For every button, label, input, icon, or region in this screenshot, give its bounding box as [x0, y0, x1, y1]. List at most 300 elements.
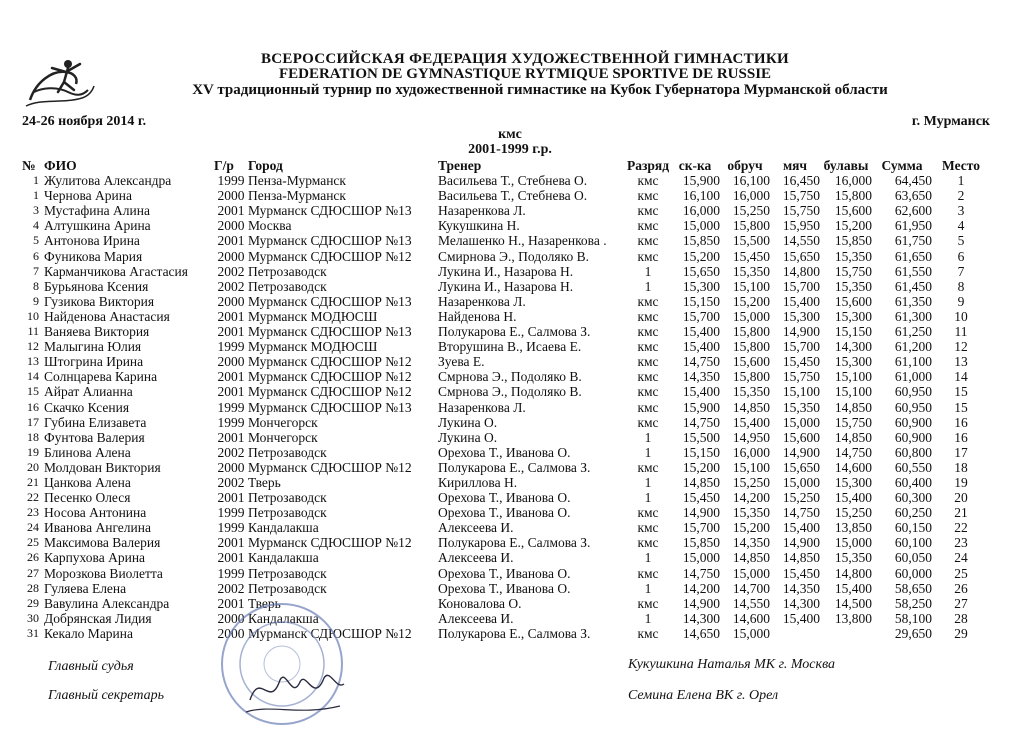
- tournament-title: XV традиционный турнир по художественной гимнастике на Кубок Губернатора Мурманской области: [192, 82, 888, 98]
- rank: кмс: [637, 369, 659, 385]
- table-row: [22, 173, 990, 188]
- rank: кмс: [637, 505, 659, 521]
- athlete-name: Блинова Алена: [44, 444, 131, 460]
- score-hoop: 15,600: [732, 354, 770, 370]
- rank: кмс: [637, 565, 659, 581]
- birth-years-label: 2001-1999 г.р.: [468, 142, 552, 157]
- event-city: г. Мурманск: [911, 114, 990, 129]
- results-table: [22, 158, 990, 641]
- table-row: [22, 369, 990, 384]
- athlete-name: Гузикова Виктория: [44, 293, 155, 309]
- score-clubs: 15,150: [834, 324, 872, 340]
- athlete-name: Чернова Арина: [44, 188, 132, 204]
- total-score: 60,100: [894, 535, 932, 551]
- athlete-city: Мурманск СДЮСШОР №13: [248, 293, 412, 309]
- birth-year: 2000: [217, 293, 245, 309]
- athlete-city: Кандалакша: [248, 550, 319, 566]
- rank: кмс: [637, 535, 659, 551]
- signature-icon: [240, 660, 350, 720]
- birth-year: 1999: [217, 505, 245, 521]
- col-name: ФИО: [44, 158, 77, 173]
- coach-name: Зуева Е.: [438, 354, 485, 370]
- total-score: 60,300: [894, 490, 932, 506]
- score-clubs: 14,850: [834, 399, 872, 415]
- table-row: [22, 309, 990, 324]
- athlete-name: Песенко Олеся: [44, 490, 131, 506]
- birth-year: 2000: [217, 248, 245, 264]
- col-ball: мяч: [782, 158, 808, 173]
- coach-name: Лукина О.: [438, 429, 498, 445]
- table-row: [22, 475, 990, 490]
- score-rope: 15,500: [682, 429, 720, 445]
- coach-name: Полукарова Е., Салмова З.: [438, 535, 591, 551]
- birth-year: 2001: [217, 369, 245, 385]
- place: 20: [954, 490, 968, 506]
- score-clubs: 15,350: [834, 550, 872, 566]
- score-rope: 14,650: [682, 625, 720, 641]
- birth-year: 2001: [217, 308, 245, 324]
- rank: кмс: [637, 339, 659, 355]
- score-rope: 15,650: [682, 263, 720, 279]
- score-ball: 16,450: [782, 173, 820, 189]
- score-ball: 15,250: [782, 490, 820, 506]
- coach-name: Назаренкова Л.: [438, 203, 526, 219]
- score-ball: 15,750: [782, 369, 820, 385]
- total-score: 61,200: [894, 339, 932, 355]
- coach-name: Полукарова Е., Салмова З.: [438, 459, 591, 475]
- rank: кмс: [637, 414, 659, 430]
- coach-name: Найденова Н.: [438, 308, 517, 324]
- score-hoop: 15,450: [732, 248, 770, 264]
- row-number: 1: [33, 188, 39, 203]
- score-ball: 15,450: [782, 565, 820, 581]
- col-coach: Тренер: [438, 158, 482, 173]
- rank: 1: [644, 263, 652, 279]
- score-ball: 15,400: [782, 520, 820, 536]
- score-rope: 15,150: [682, 444, 720, 460]
- score-clubs: 15,600: [834, 203, 872, 219]
- score-hoop: 15,000: [732, 565, 770, 581]
- col-year: Г/р: [214, 158, 234, 173]
- row-number: 6: [33, 248, 39, 263]
- score-ball: 15,300: [782, 308, 820, 324]
- col-city: Город: [248, 158, 283, 173]
- rank: кмс: [637, 384, 659, 400]
- score-clubs: 15,600: [834, 293, 872, 309]
- place: 26: [954, 580, 968, 596]
- athlete-city: Мурманск МОДЮСШ: [248, 308, 378, 324]
- birth-year: 2001: [217, 550, 245, 566]
- score-clubs: [820, 626, 872, 641]
- total-score: 60,400: [894, 474, 932, 490]
- athlete-name: Цанкова Алена: [44, 474, 131, 490]
- total-score: 58,100: [894, 610, 932, 626]
- athlete-name: Антонова Ирина: [44, 233, 140, 249]
- score-rope: 15,850: [682, 535, 720, 551]
- total-score: 58,650: [894, 580, 932, 596]
- athlete-city: Петрозаводск: [248, 263, 327, 279]
- coach-name: Орехова Т., Иванова О.: [438, 444, 571, 460]
- rank: кмс: [637, 173, 659, 189]
- row-number: 9: [33, 293, 39, 308]
- score-hoop: 15,100: [732, 459, 770, 475]
- total-score: 61,450: [894, 278, 932, 294]
- score-hoop: 14,850: [732, 550, 770, 566]
- place: 3: [957, 203, 965, 219]
- score-clubs: 15,100: [834, 369, 872, 385]
- score-hoop: 15,350: [732, 384, 770, 400]
- row-number: 25: [27, 535, 39, 550]
- coach-name: Орехова Т., Иванова О.: [438, 505, 571, 521]
- score-rope: 15,150: [682, 293, 720, 309]
- total-score: 60,950: [894, 399, 932, 415]
- score-ball: 15,650: [782, 248, 820, 264]
- score-ball: 15,000: [782, 474, 820, 490]
- athlete-name: Губина Елизавета: [44, 414, 147, 430]
- place: 21: [954, 505, 968, 521]
- table-row: [22, 384, 990, 399]
- row-number: 1: [33, 173, 39, 188]
- total-score: 60,550: [894, 459, 932, 475]
- score-clubs: 15,350: [834, 248, 872, 264]
- score-clubs: 15,800: [834, 188, 872, 204]
- athlete-city: Мончегорск: [248, 429, 318, 445]
- athlete-city: Мурманск СДЮСШОР №12: [248, 535, 412, 551]
- score-clubs: 15,750: [834, 263, 872, 279]
- rank: 1: [644, 429, 652, 445]
- place: 8: [957, 278, 965, 294]
- athlete-city: Петрозаводск: [248, 505, 327, 521]
- score-hoop: 15,800: [732, 218, 770, 234]
- athlete-city: Петрозаводск: [248, 490, 327, 506]
- total-score: 60,250: [894, 505, 932, 521]
- athlete-city: Петрозаводск: [248, 565, 327, 581]
- score-clubs: 15,250: [834, 505, 872, 521]
- score-clubs: 14,600: [834, 459, 872, 475]
- rank: кмс: [637, 520, 659, 536]
- total-score: 60,900: [894, 414, 932, 430]
- score-clubs: 13,850: [834, 520, 872, 536]
- coach-name: Орехова Т., Иванова О.: [438, 490, 571, 506]
- athlete-city: Петрозаводск: [248, 444, 327, 460]
- row-number: 31: [27, 625, 39, 640]
- row-number: 10: [27, 308, 39, 323]
- place: 4: [957, 218, 965, 234]
- athlete-name: Мустафина Алина: [44, 203, 150, 219]
- score-clubs: 14,800: [834, 565, 872, 581]
- athlete-city: Мурманск СДЮСШОР №13: [248, 399, 412, 415]
- col-place: Место: [942, 158, 980, 173]
- row-number: 26: [27, 550, 39, 565]
- score-clubs: 15,300: [834, 354, 872, 370]
- score-hoop: 15,250: [732, 474, 770, 490]
- athlete-name: Айрат Алианна: [44, 384, 133, 400]
- row-number: 16: [27, 399, 39, 414]
- score-ball: 14,900: [782, 324, 820, 340]
- total-score: 62,600: [894, 203, 932, 219]
- table-row: [22, 249, 990, 264]
- row-number: 19: [27, 444, 39, 459]
- athlete-name: Вавулина Александра: [44, 595, 170, 611]
- place: 12: [954, 339, 968, 355]
- birth-year: 2001: [217, 490, 245, 506]
- birth-year: 1999: [217, 520, 245, 536]
- athlete-city: Мурманск СДЮСШОР №12: [248, 459, 412, 475]
- rank: кмс: [637, 354, 659, 370]
- score-hoop: 16,100: [732, 173, 770, 189]
- rank: 1: [644, 490, 652, 506]
- col-hoop: обруч: [727, 158, 763, 173]
- score-rope: 15,300: [682, 278, 720, 294]
- birth-year: 2000: [217, 610, 245, 626]
- rank: 1: [644, 580, 652, 596]
- coach-name: Смрнова Э., Подоляко В.: [438, 384, 582, 400]
- total-score: 61,350: [894, 293, 932, 309]
- place: 14: [954, 369, 968, 385]
- score-rope: 14,850: [682, 474, 720, 490]
- score-rope: 15,400: [682, 324, 720, 340]
- coach-name: Полукарова Е., Салмова З.: [438, 625, 591, 641]
- athlete-name: Жулитова Александра: [44, 173, 172, 189]
- place: 6: [957, 248, 965, 264]
- place: 7: [957, 263, 965, 279]
- coach-name: Лукина И., Назарова Н.: [438, 263, 574, 279]
- birth-year: 2002: [217, 278, 245, 294]
- athlete-city: Мурманск СДЮСШОР №13: [248, 233, 412, 249]
- place: 11: [954, 324, 968, 340]
- birth-year: 2000: [217, 625, 245, 641]
- athlete-name: Морозкова Виолетта: [44, 565, 163, 581]
- score-ball: 14,350: [782, 580, 820, 596]
- table-row: [22, 611, 990, 626]
- place: 17: [954, 444, 968, 460]
- score-rope: 15,700: [682, 520, 720, 536]
- place: 13: [954, 354, 968, 370]
- table-row: [22, 445, 990, 460]
- coach-name: Лукина О.: [438, 414, 498, 430]
- score-clubs: 15,750: [834, 414, 872, 430]
- athlete-city: Мурманск МОДЮСШ: [248, 339, 378, 355]
- total-score: 61,000: [894, 369, 932, 385]
- score-rope: 15,400: [682, 339, 720, 355]
- score-ball: 15,100: [782, 384, 820, 400]
- coach-name: Полукарова Е., Салмова З.: [438, 324, 591, 340]
- coach-name: Мелашенко Н., Назаренкова .: [438, 233, 607, 249]
- birth-year: 2002: [217, 444, 245, 460]
- birth-year: 2000: [217, 459, 245, 475]
- score-ball: 15,600: [782, 429, 820, 445]
- birth-year: 2000: [217, 188, 245, 204]
- coach-name: Алексеева И.: [438, 520, 514, 536]
- athlete-city: Мурманск СДЮСШОР №12: [248, 248, 412, 264]
- score-ball: 15,400: [782, 293, 820, 309]
- score-hoop: 15,800: [732, 339, 770, 355]
- rank: кмс: [637, 308, 659, 324]
- score-rope: 15,850: [682, 233, 720, 249]
- row-number: 3: [33, 203, 39, 218]
- coach-name: Назаренкова Л.: [438, 293, 526, 309]
- score-ball: 14,850: [782, 550, 820, 566]
- score-ball: 14,900: [782, 535, 820, 551]
- birth-year: 1999: [217, 339, 245, 355]
- total-score: 61,550: [894, 263, 932, 279]
- athlete-city: Мурманск СДЮСШОР №13: [248, 324, 412, 340]
- score-hoop: 15,400: [732, 414, 770, 430]
- coach-name: Смрнова Э., Подоляко В.: [438, 369, 582, 385]
- row-number: 5: [33, 233, 39, 248]
- total-score: 60,950: [894, 384, 932, 400]
- score-hoop: 15,250: [732, 203, 770, 219]
- coach-name: Васильева Т., Стебнева О.: [438, 188, 588, 204]
- score-clubs: 15,300: [834, 474, 872, 490]
- birth-year: 2000: [217, 218, 245, 234]
- row-number: 15: [27, 384, 39, 399]
- birth-year: 2001: [217, 429, 245, 445]
- table-row: [22, 218, 990, 233]
- total-score: 61,950: [894, 218, 932, 234]
- rank: кмс: [637, 248, 659, 264]
- athlete-name: Карпухова Арина: [44, 550, 146, 566]
- score-rope: 14,750: [682, 354, 720, 370]
- table-row: [22, 581, 990, 596]
- score-rope: 15,900: [682, 399, 720, 415]
- table-header-row: [22, 158, 990, 173]
- total-score: 60,800: [894, 444, 932, 460]
- rank: кмс: [637, 625, 659, 641]
- row-number: 13: [27, 354, 39, 369]
- place: 22: [954, 520, 968, 536]
- score-ball: 15,000: [782, 414, 820, 430]
- place: 2: [957, 188, 965, 204]
- birth-year: 2001: [217, 384, 245, 400]
- score-ball: 15,950: [782, 218, 820, 234]
- score-hoop: 15,350: [732, 505, 770, 521]
- athlete-name: Штогрина Ирина: [44, 354, 144, 370]
- total-score: 61,750: [894, 233, 932, 249]
- score-rope: 14,900: [682, 505, 720, 521]
- federation-name-fr: FEDERATION DE GYMNASTIQUE RYTMIQUE SPORTIVE DE RUSSIE: [278, 66, 772, 82]
- table-row: [22, 505, 990, 520]
- table-row: [22, 520, 990, 535]
- row-number: 12: [27, 339, 39, 354]
- chief-judge-name: Кукушкина Наталья МК г. Москва: [628, 657, 836, 672]
- athlete-city: Мончегорск: [248, 414, 318, 430]
- rank: кмс: [637, 595, 659, 611]
- score-clubs: 16,000: [834, 173, 872, 189]
- birth-year: 2002: [217, 474, 245, 490]
- coach-name: Кукушкина Н.: [438, 218, 520, 234]
- score-clubs: 15,100: [834, 384, 872, 400]
- score-rope: 16,100: [682, 188, 720, 204]
- score-clubs: 15,400: [834, 490, 872, 506]
- athlete-city: Мурманск СДЮСШОР №12: [248, 384, 412, 400]
- birth-year: 2001: [217, 203, 245, 219]
- score-clubs: 15,200: [834, 218, 872, 234]
- place: 28: [954, 610, 968, 626]
- chief-secretary-name: Семина Елена ВК г. Орел: [628, 688, 779, 703]
- row-number: 23: [27, 505, 39, 520]
- table-row: [22, 596, 990, 611]
- score-rope: 15,900: [682, 173, 720, 189]
- col-clubs: булавы: [823, 158, 869, 173]
- place: 24: [954, 550, 968, 566]
- score-rope: 15,000: [682, 550, 720, 566]
- athlete-city: Кандалакша: [248, 520, 319, 536]
- athlete-name: Бурьянова Ксения: [44, 278, 149, 294]
- athlete-name: Фунтова Валерия: [44, 429, 145, 445]
- total-score: 60,900: [894, 429, 932, 445]
- score-hoop: 15,500: [732, 233, 770, 249]
- score-hoop: 15,350: [732, 263, 770, 279]
- score-hoop: 15,800: [732, 369, 770, 385]
- chief-secretary-label: Главный секретарь: [48, 688, 164, 703]
- table-row: [22, 535, 990, 550]
- rank: кмс: [637, 293, 659, 309]
- place: 1: [957, 173, 965, 189]
- score-rope: 16,000: [682, 203, 720, 219]
- rank: кмс: [637, 399, 659, 415]
- score-hoop: 15,000: [732, 308, 770, 324]
- score-rope: 14,200: [682, 580, 720, 596]
- rank: 1: [644, 444, 652, 460]
- table-row: [22, 550, 990, 565]
- score-hoop: 14,350: [732, 535, 770, 551]
- coach-name: Назаренкова Л.: [438, 399, 526, 415]
- score-clubs: 13,800: [834, 610, 872, 626]
- athlete-name: Гуляева Елена: [44, 580, 127, 596]
- rank: 1: [644, 610, 652, 626]
- row-number: 7: [33, 263, 39, 278]
- table-row: [22, 294, 990, 309]
- place: 5: [957, 233, 965, 249]
- coach-name: Алексеева И.: [438, 550, 514, 566]
- rank: 1: [644, 550, 652, 566]
- score-ball: 15,700: [782, 278, 820, 294]
- coach-name: Орехова Т., Иванова О.: [438, 580, 571, 596]
- table-row: [22, 566, 990, 581]
- athlete-name: Добрянская Лидия: [44, 610, 152, 626]
- score-hoop: 14,200: [732, 490, 770, 506]
- table-row: [22, 188, 990, 203]
- total-score: 63,650: [894, 188, 932, 204]
- row-number: 22: [27, 490, 39, 505]
- score-clubs: 14,300: [834, 339, 872, 355]
- col-number: №: [22, 158, 36, 173]
- event-dates: 24-26 ноября 2014 г.: [22, 114, 147, 129]
- table-row: [22, 415, 990, 430]
- score-hoop: 15,200: [732, 520, 770, 536]
- row-number: 18: [27, 429, 39, 444]
- score-clubs: 15,000: [834, 535, 872, 551]
- birth-year: 2001: [217, 324, 245, 340]
- score-hoop: 14,700: [732, 580, 770, 596]
- coach-name: Васильева Т., Стебнева О.: [438, 173, 588, 189]
- score-ball: 15,450: [782, 354, 820, 370]
- score-rope: 14,300: [682, 610, 720, 626]
- table-row: [22, 490, 990, 505]
- score-clubs: 14,500: [834, 595, 872, 611]
- place: 27: [954, 595, 968, 611]
- score-ball: 14,300: [782, 595, 820, 611]
- place: 16: [954, 429, 968, 445]
- row-number: 24: [27, 520, 39, 535]
- place: 10: [954, 308, 968, 324]
- score-ball: 14,750: [782, 505, 820, 521]
- score-ball: [770, 626, 820, 641]
- birth-year: 1999: [217, 414, 245, 430]
- athlete-city: Москва: [248, 218, 292, 234]
- score-ball: 15,700: [782, 339, 820, 355]
